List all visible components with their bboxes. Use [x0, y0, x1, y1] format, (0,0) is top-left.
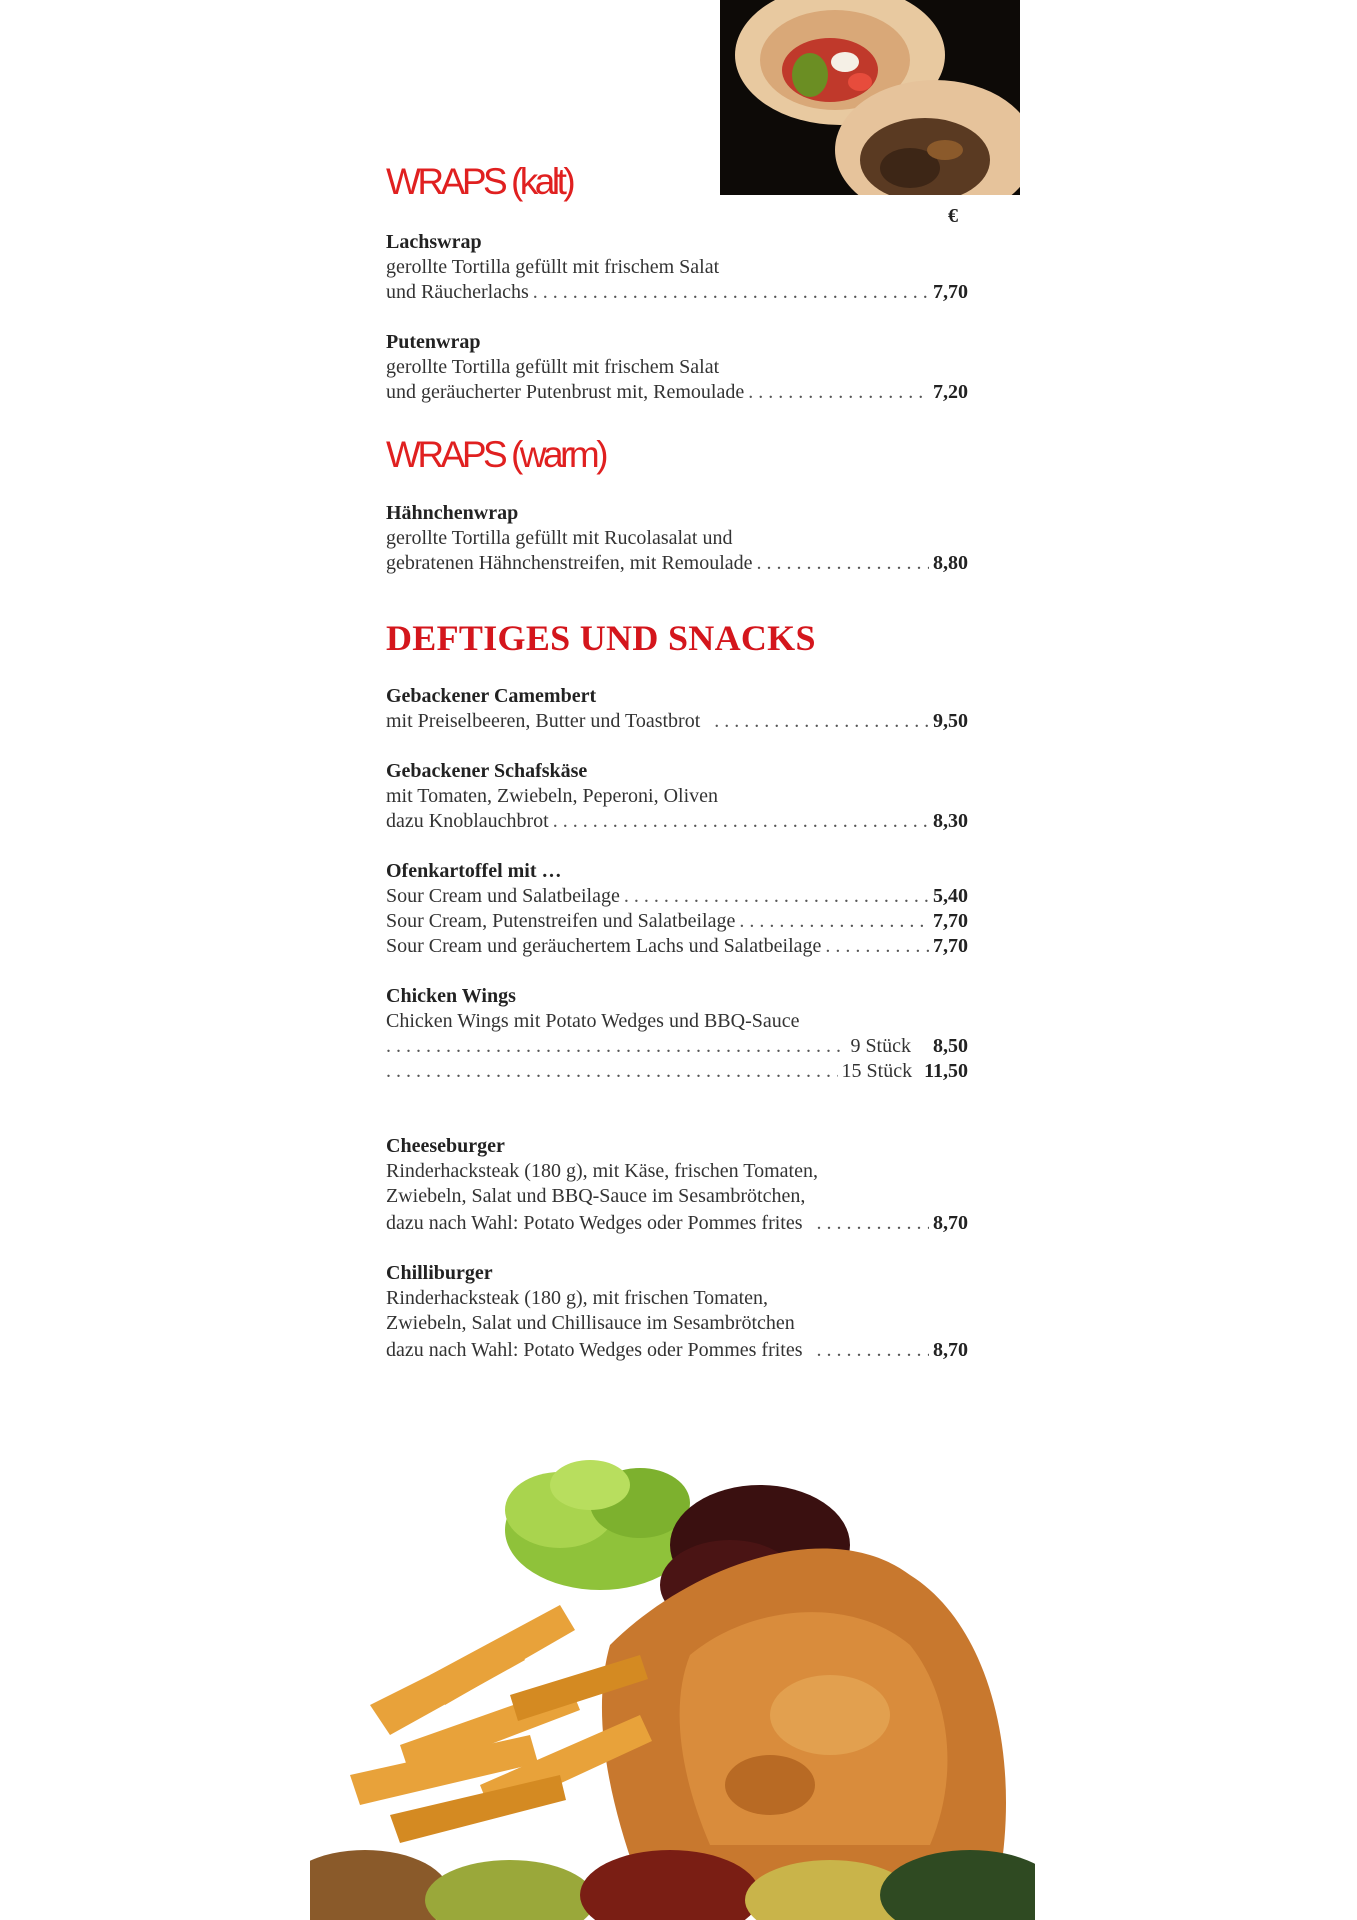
menu-item-lachswrap — [386, 230, 968, 305]
leader-dots — [825, 934, 929, 959]
menu-item-chicken-wings — [386, 984, 968, 1084]
item-description: dazu nach Wahl: Potato Wedges oder Pommes frites . . . 8,70 — [386, 1338, 968, 1363]
leader-dots — [624, 884, 929, 909]
leader-dots — [714, 709, 929, 734]
item-name: Putenwrap — [386, 331, 481, 353]
item-price: 7,70 — [933, 910, 968, 932]
leader-dots — [817, 1338, 929, 1363]
item-price: 7,70 — [933, 935, 968, 957]
item-name: Gebackener Schafskäse — [386, 760, 588, 782]
food-photo — [310, 1455, 1035, 1920]
item-option: Sour Cream und Salatbeilage . . . 5,40 — [386, 884, 968, 909]
menu-item-camembert — [386, 684, 968, 734]
item-quantity: 9 Stück — [850, 1035, 911, 1057]
item-description: und geräucherter Putenbrust mit, Remoulade . . . 7,20 — [386, 380, 968, 405]
item-description: und Räucherlachs . . . 7,70 — [386, 280, 968, 305]
section-title-wraps-warm: WRAPS (warm) — [386, 434, 606, 475]
menu-item-putenwrap — [386, 330, 968, 405]
leader-dots — [533, 280, 929, 305]
item-price: 8,80 — [933, 552, 968, 574]
item-option — [386, 1034, 968, 1059]
item-option: Sour Cream, Putenstreifen und Salatbeilage . . . 7,70 — [386, 909, 968, 934]
section-title-snacks: DEFTIGES UND SNACKS — [386, 618, 816, 658]
item-price: 11,50 — [924, 1060, 968, 1082]
item-option — [386, 1059, 968, 1084]
item-description: gebratenen Hähnchenstreifen, mit Remoulade . . . 8,80 — [386, 551, 968, 576]
menu-item-ofenkartoffel — [386, 859, 968, 959]
leader-dots — [386, 1034, 846, 1059]
item-name: Chicken Wings — [386, 985, 516, 1007]
menu-item-haehnchenwrap — [386, 501, 968, 576]
schnitzel-fries-illustration — [310, 1455, 1035, 1920]
item-option: Sour Cream und geräuchertem Lachs und Salatbeilage . . . 7,70 — [386, 934, 968, 959]
item-description: gerollte Tortilla gefüllt mit frischem Salat — [386, 356, 720, 378]
item-description: Rinderhacksteak (180 g), mit frischen Tomaten, — [386, 1287, 769, 1309]
item-name: Ofenkartoffel mit … — [386, 860, 562, 882]
item-description: Rinderhacksteak (180 g), mit Käse, frischen Tomaten, — [386, 1160, 818, 1182]
item-description: mit Tomaten, Zwiebeln, Peperoni, Oliven — [386, 785, 719, 807]
leader-dots — [553, 809, 929, 834]
item-description: dazu Knoblauchbrot . . . 8,30 — [386, 809, 968, 834]
item-price: 8,30 — [933, 810, 968, 832]
item-name: Cheeseburger — [386, 1135, 505, 1157]
item-price: 9,50 — [933, 710, 968, 732]
item-price: 8,70 — [933, 1212, 968, 1234]
item-description: gerollte Tortilla gefüllt mit frischem Salat — [386, 256, 720, 278]
item-description: dazu nach Wahl: Potato Wedges oder Pommes frites . . . 8,70 — [386, 1211, 968, 1236]
item-price: 8,50 — [933, 1035, 968, 1057]
leader-dots — [739, 909, 923, 934]
leader-dots — [748, 380, 929, 405]
menu-item-cheeseburger — [386, 1134, 968, 1236]
item-price: 7,20 — [933, 381, 968, 403]
menu-content — [386, 160, 968, 1363]
leader-dots — [757, 551, 929, 576]
item-description: Zwiebeln, Salat und Chillisauce im Sesambrötchen — [386, 1312, 795, 1334]
item-name: Lachswrap — [386, 231, 482, 253]
item-quantity: 15 Stück — [841, 1060, 913, 1082]
leader-dots — [386, 1059, 838, 1084]
item-name: Chilliburger — [386, 1262, 493, 1284]
section-title-wraps-cold: WRAPS (kalt) — [386, 161, 573, 202]
item-name: Gebackener Camembert — [386, 685, 597, 707]
item-description: Chicken Wings mit Potato Wedges und BBQ-Sauce — [386, 1010, 800, 1032]
currency-header: € — [948, 205, 958, 227]
item-price: 5,40 — [933, 885, 968, 907]
item-description: gerollte Tortilla gefüllt mit Rucolasalat und — [386, 527, 733, 549]
item-price: 8,70 — [933, 1339, 968, 1361]
item-price: 7,70 — [933, 281, 968, 303]
item-description: Zwiebeln, Salat und BBQ-Sauce im Sesambrötchen, — [386, 1185, 806, 1207]
item-description: mit Preiselbeeren, Butter und Toastbrot . . . 9,50 — [386, 709, 968, 734]
item-name: Hähnchenwrap — [386, 502, 519, 524]
menu-item-schafskaese — [386, 759, 968, 834]
leader-dots — [817, 1211, 929, 1236]
menu-item-chilliburger — [386, 1261, 968, 1363]
